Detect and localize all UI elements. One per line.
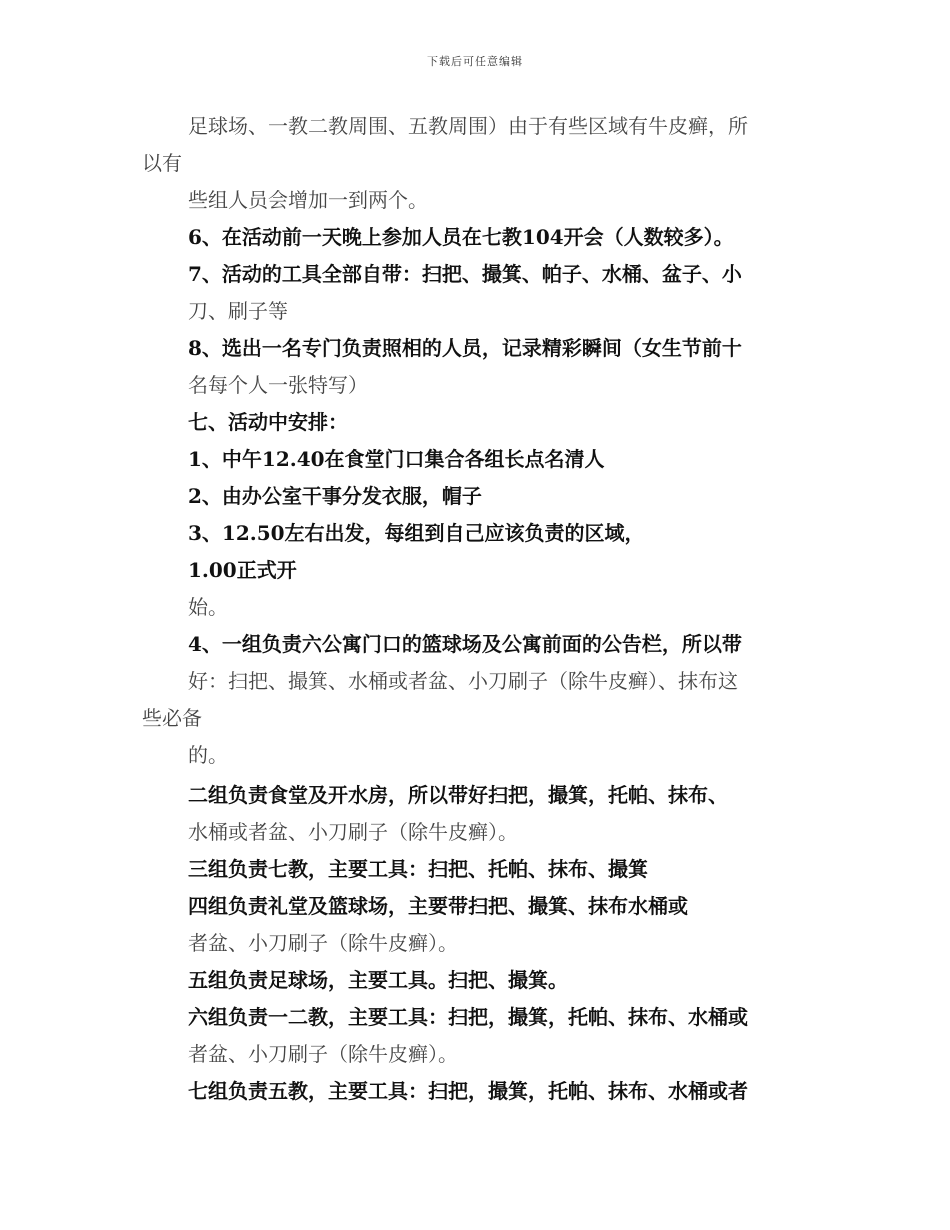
body-line-1: 足球场、一教二教周围、五教周围）由于有些区域有牛皮癣，所 <box>188 114 748 138</box>
body-line-11: 2、由办公室干事分发衣服，帽子 <box>188 484 482 508</box>
body-line-25: 六组负责一二教，主要工具：扫把，撮箕，托帕、抹布、水桶或 <box>188 1005 748 1029</box>
body-line-7: 8、选出一名专门负责照相的人员，记录精彩瞬间（女生节前十 <box>188 336 742 360</box>
body-line-21: 三组负责七教，主要工具：扫把、托帕、抹布、撮箕 <box>188 857 648 881</box>
body-line-10: 1、中午12.40在食堂门口集合各组长点名清人 <box>188 447 605 471</box>
body-line-14: 始。 <box>188 595 228 619</box>
body-line-27: 七组负责五教，主要工具：扫把，撮箕，托帕、抹布、水桶或者 <box>188 1079 748 1103</box>
body-line-3: 些组人员会增加一到两个。 <box>188 188 428 212</box>
body-line-19: 二组负责食堂及开水房，所以带好扫把，撮箕，托帕、抹布、 <box>188 783 728 807</box>
body-line-8: 名每个人一张特写） <box>188 373 368 397</box>
body-line-5: 7、活动的工具全部自带：扫把、撮箕、帕子、水桶、盆子、小 <box>188 262 742 286</box>
body-line-23: 者盆、小刀刷子（除牛皮癣）。 <box>188 931 458 955</box>
body-line-15: 4、一组负责六公寓门口的篮球场及公寓前面的公告栏，所以带 <box>188 632 742 656</box>
section-heading: 七、活动中安排： <box>188 410 348 434</box>
body-line-2: 以有 <box>142 151 182 175</box>
body-line-16: 好：扫把、撮箕、水桶或者盆、小刀刷子（除牛皮癣）、抹布这 <box>188 669 738 693</box>
body-line-4: 6、在活动前一天晚上参加人员在七教104开会（人数较多）。 <box>188 225 734 249</box>
body-line-6: 刀、刷子等 <box>188 299 288 323</box>
body-line-24: 五组负责足球场，主要工具。扫把、撮箕。 <box>188 968 568 992</box>
body-line-12: 3、12.50左右出发，每组到自己应该负责的区域， <box>188 521 645 545</box>
body-line-17: 些必备 <box>142 706 202 730</box>
body-line-22: 四组负责礼堂及篮球场，主要带扫把、撮箕、抹布水桶或 <box>188 894 688 918</box>
body-line-26: 者盆、小刀刷子（除牛皮癣）。 <box>188 1042 458 1066</box>
body-line-18: 的。 <box>188 743 228 767</box>
header-note: 下载后可任意编辑 <box>427 55 523 68</box>
body-line-13: 1.00正式开 <box>188 558 297 582</box>
body-line-20: 水桶或者盆、小刀刷子（除牛皮癣）。 <box>188 820 518 844</box>
